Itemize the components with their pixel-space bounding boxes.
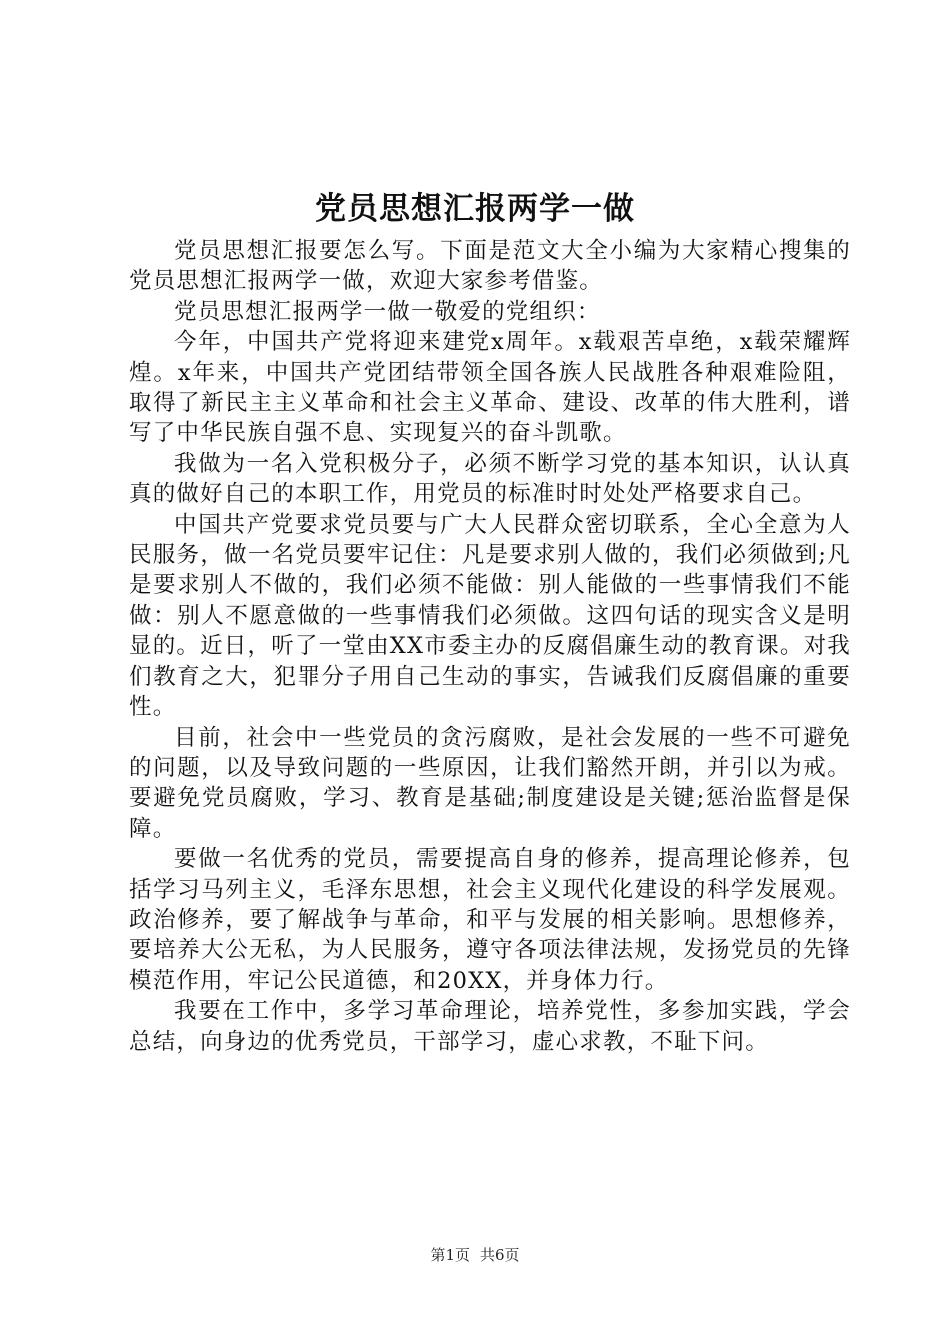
paragraph-activist: 我做为一名入党积极分子，必须不断学习党的基本知识，认认真真的做好自己的本职工作，用党员的标准时时处处严格要求自己。: [129, 450, 851, 508]
page-number: 第1页: [430, 1246, 470, 1264]
paragraph-anniversary: 今年，中国共产党将迎来建党x周年。x载艰苦卓绝，x载荣耀辉煌。x年来，中国共产党团结带领全国各族人民战胜各种艰难险阻，取得了新民主主义革命和社会主义革命、建设、改革的伟大胜利，谱写了中华民族自强不息、实现复兴的奋斗凯歌。: [129, 329, 851, 447]
paragraph-cultivation: 要做一名优秀的党员，需要提高自身的修养，提高理论修养，包括学习马列主义，毛泽东思想，社会主义现代化建设的科学发展观。政治修养，要了解战争与革命，和平与发展的相关影响。思想修养，要培养大公无私，为人民服务，遵守各项法律法规，发扬党员的先锋模范作用，牢记公民道德，和20XX，并身体力行。: [129, 846, 851, 994]
paragraph-resolution: 我要在工作中，多学习革命理论，培养党性，多参加实践，学会总结，向身边的优秀党员，干部学习，虚心求教，不耻下问。: [129, 998, 851, 1055]
paragraph-requirements: 中国共产党要求党员要与广大人民群众密切联系，全心全意为人民服务，做一名党员要牢记住：凡是要求别人做的，我们必须做到;凡是要求别人不做的，我们必须不能做：别人能做的一些事情我们不能做：别人不愿意做的一些事情我们必须做。这四句话的现实含义是明显的。近日，听了一堂由XX市委主办的反腐倡廉生动的教育课。对我们教育之大，犯罪分子用自己生动的事实，告诫我们反腐倡廉的重要性。: [129, 511, 851, 721]
paragraph-corruption: 目前，社会中一些党员的贪污腐败，是社会发展的一些不可避免的问题，以及导致问题的一些原因，让我们豁然开朗，并引以为戒。要避免党员腐败，学习、教育是基础;制度建设是关键;惩治监督是保障。: [129, 724, 851, 842]
paragraph-intro: 党员思想汇报要怎么写。下面是范文大全小编为大家精心搜集的党员思想汇报两学一做，欢迎大家参考借鉴。: [129, 238, 851, 295]
document-body: [129, 236, 851, 1057]
page-footer: [0, 1243, 950, 1267]
page-total: 共6页: [480, 1246, 520, 1264]
paragraph-salutation: 党员思想汇报两学一做一敬爱的党组织：: [174, 298, 601, 325]
document-title: 党员思想汇报两学一做: [315, 191, 635, 227]
